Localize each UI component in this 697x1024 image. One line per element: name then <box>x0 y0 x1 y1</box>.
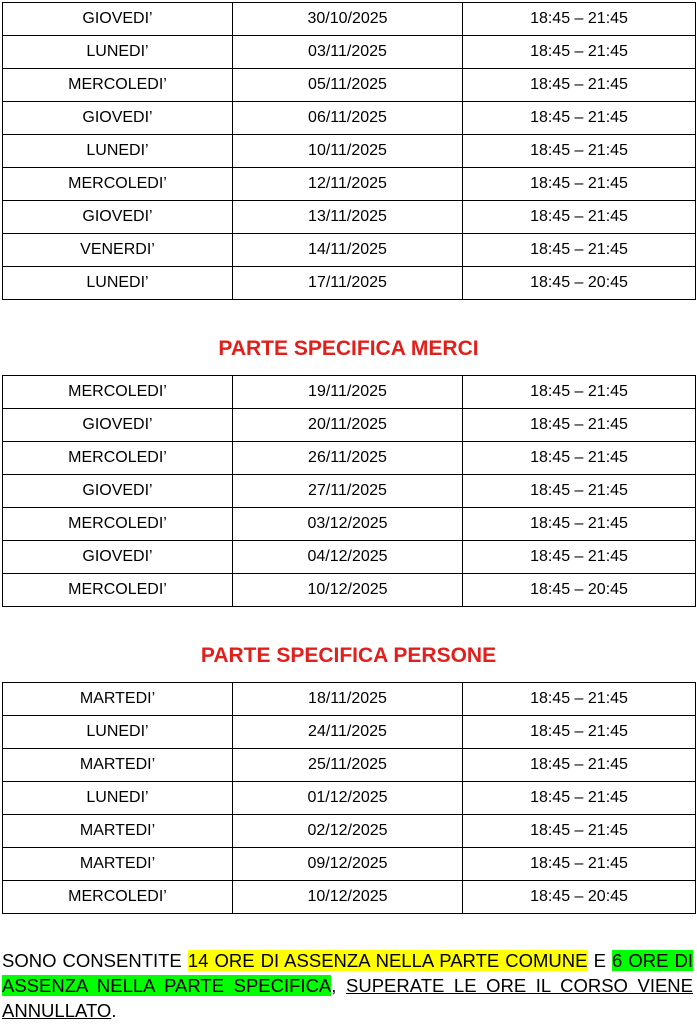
time-cell: 18:45 – 21:45 <box>463 749 696 782</box>
day-cell: LUNEDI’ <box>3 36 233 69</box>
day-cell: MARTEDI’ <box>3 683 233 716</box>
schedule-table-merci <box>2 375 696 607</box>
time-cell: 18:45 – 21:45 <box>463 376 696 409</box>
date-cell: 19/11/2025 <box>233 376 463 409</box>
day-cell: GIOVEDI’ <box>3 541 233 574</box>
date-cell: 18/11/2025 <box>233 683 463 716</box>
time-cell: 18:45 – 20:45 <box>463 574 696 607</box>
time-cell: 18:45 – 21:45 <box>463 36 696 69</box>
table-row <box>3 442 696 475</box>
date-cell: 03/12/2025 <box>233 508 463 541</box>
time-cell: 18:45 – 21:45 <box>463 508 696 541</box>
date-cell: 17/11/2025 <box>233 267 463 300</box>
table-row <box>3 848 696 881</box>
note-text-3: , <box>331 975 346 996</box>
time-cell: 18:45 – 21:45 <box>463 409 696 442</box>
date-cell: 10/12/2025 <box>233 881 463 914</box>
day-cell: GIOVEDI’ <box>3 475 233 508</box>
date-cell: 10/12/2025 <box>233 574 463 607</box>
time-cell: 18:45 – 21:45 <box>463 3 696 36</box>
date-cell: 26/11/2025 <box>233 442 463 475</box>
table-row <box>3 201 696 234</box>
date-cell: 04/12/2025 <box>233 541 463 574</box>
table-row <box>3 508 696 541</box>
table-row <box>3 168 696 201</box>
schedule-table-common <box>2 2 696 300</box>
note-text-2: E <box>587 950 612 971</box>
time-cell: 18:45 – 21:45 <box>463 135 696 168</box>
table-row <box>3 574 696 607</box>
table-row <box>3 782 696 815</box>
time-cell: 18:45 – 21:45 <box>463 815 696 848</box>
day-cell: LUNEDI’ <box>3 135 233 168</box>
note-underlined-warning: SUPERATE LE ORE IL CORSO VIENE ANNULLATO <box>2 975 694 1021</box>
absence-note <box>2 948 693 1023</box>
day-cell: GIOVEDI’ <box>3 409 233 442</box>
date-cell: 01/12/2025 <box>233 782 463 815</box>
table-row <box>3 135 696 168</box>
day-cell: MARTEDI’ <box>3 749 233 782</box>
date-cell: 30/10/2025 <box>233 3 463 36</box>
date-cell: 24/11/2025 <box>233 716 463 749</box>
time-cell: 18:45 – 21:45 <box>463 716 696 749</box>
table-row <box>3 683 696 716</box>
date-cell: 27/11/2025 <box>233 475 463 508</box>
time-cell: 18:45 – 21:45 <box>463 69 696 102</box>
time-cell: 18:45 – 21:45 <box>463 442 696 475</box>
date-cell: 03/11/2025 <box>233 36 463 69</box>
day-cell: GIOVEDI’ <box>3 201 233 234</box>
time-cell: 18:45 – 21:45 <box>463 201 696 234</box>
date-cell: 12/11/2025 <box>233 168 463 201</box>
date-cell: 14/11/2025 <box>233 234 463 267</box>
section-title-merci: PARTE SPECIFICA MERCI <box>218 337 479 360</box>
time-cell: 18:45 – 20:45 <box>463 881 696 914</box>
date-cell: 10/11/2025 <box>233 135 463 168</box>
day-cell: LUNEDI’ <box>3 716 233 749</box>
day-cell: MERCOLEDI’ <box>3 508 233 541</box>
note-highlight-specific: 6 ORE DI ASSENZA NELLA PARTE SPECIFICA <box>2 950 693 996</box>
day-cell: VENERDI’ <box>3 234 233 267</box>
time-cell: 18:45 – 21:45 <box>463 168 696 201</box>
date-cell: 05/11/2025 <box>233 69 463 102</box>
day-cell: MERCOLEDI’ <box>3 574 233 607</box>
time-cell: 18:45 – 20:45 <box>463 267 696 300</box>
day-cell: MERCOLEDI’ <box>3 376 233 409</box>
table-row <box>3 267 696 300</box>
time-cell: 18:45 – 21:45 <box>463 782 696 815</box>
time-cell: 18:45 – 21:45 <box>463 541 696 574</box>
note-highlight-common: 14 ORE DI ASSENZA NELLA PARTE COMUNE <box>187 950 588 971</box>
table-row <box>3 749 696 782</box>
table-row <box>3 475 696 508</box>
table-row <box>3 376 696 409</box>
day-cell: LUNEDI’ <box>3 267 233 300</box>
day-cell: MERCOLEDI’ <box>3 442 233 475</box>
day-cell: MERCOLEDI’ <box>3 69 233 102</box>
table-row <box>3 815 696 848</box>
section-title-persone: PARTE SPECIFICA PERSONE <box>200 644 497 667</box>
date-cell: 13/11/2025 <box>233 201 463 234</box>
table-row <box>3 36 696 69</box>
note-text-4: . <box>111 1000 117 1021</box>
date-cell: 02/12/2025 <box>233 815 463 848</box>
date-cell: 06/11/2025 <box>233 102 463 135</box>
table-row <box>3 409 696 442</box>
day-cell: MARTEDI’ <box>3 848 233 881</box>
time-cell: 18:45 – 21:45 <box>463 683 696 716</box>
table-row <box>3 3 696 36</box>
date-cell: 09/12/2025 <box>233 848 463 881</box>
time-cell: 18:45 – 21:45 <box>463 102 696 135</box>
table-row <box>3 234 696 267</box>
time-cell: 18:45 – 21:45 <box>463 234 696 267</box>
day-cell: LUNEDI’ <box>3 782 233 815</box>
table-row <box>3 881 696 914</box>
table-row <box>3 541 696 574</box>
table-row <box>3 716 696 749</box>
date-cell: 25/11/2025 <box>233 749 463 782</box>
time-cell: 18:45 – 21:45 <box>463 475 696 508</box>
table-row <box>3 102 696 135</box>
day-cell: MERCOLEDI’ <box>3 881 233 914</box>
time-cell: 18:45 – 21:45 <box>463 848 696 881</box>
day-cell: GIOVEDI’ <box>3 3 233 36</box>
note-text-1: SONO CONSENTITE <box>2 950 188 971</box>
day-cell: MARTEDI’ <box>3 815 233 848</box>
day-cell: GIOVEDI’ <box>3 102 233 135</box>
table-row <box>3 69 696 102</box>
day-cell: MERCOLEDI’ <box>3 168 233 201</box>
schedule-table-persone <box>2 682 696 914</box>
date-cell: 20/11/2025 <box>233 409 463 442</box>
